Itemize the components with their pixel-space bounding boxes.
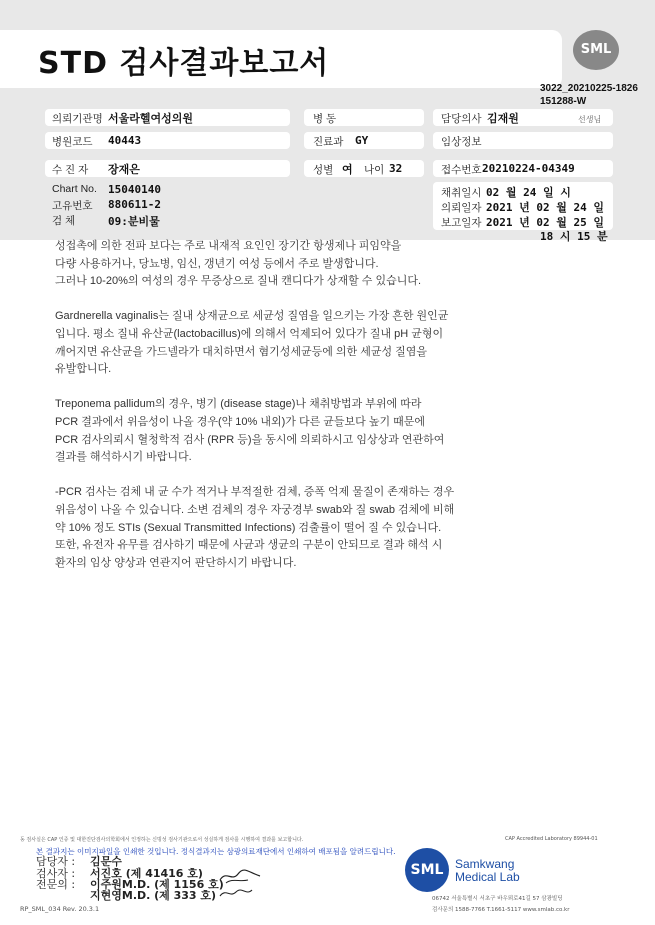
signer-name: 김문수 bbox=[90, 855, 122, 868]
signer-row bbox=[90, 887, 216, 903]
patient-value: 장재은 bbox=[108, 163, 140, 176]
age-value: 32 bbox=[389, 162, 403, 175]
signer-name: 이주원M.D. (제 1156 호) bbox=[90, 878, 224, 891]
footer-print-notice: 본 결과지는 이미지파일을 인쇄한 것입니다. 정식결과지는 삼광의료재단에서 인쇄하여 배포됨을 알려드립니다. bbox=[36, 847, 396, 856]
id-label: 고유번호 bbox=[52, 200, 93, 212]
chart-value: 15040140 bbox=[108, 183, 161, 196]
lab-name bbox=[455, 858, 520, 884]
lab-address-line2: 검사문의 1588-7766 T.1661-5117 www.smlab.co.kr bbox=[432, 907, 570, 913]
form-number: RP_SML_034 Rev. 20.3.1 bbox=[20, 905, 100, 913]
lab-address-line1: 06742 서울특별시 서초구 바우뫼로41길 57 삼광빌딩 bbox=[432, 896, 563, 902]
clinical-label: 임상정보 bbox=[441, 136, 482, 148]
report-body bbox=[55, 238, 505, 590]
lab-name-line1: Samkwang bbox=[455, 857, 515, 871]
hospital-code-value: 40443 bbox=[108, 134, 142, 147]
collect-label: 채취일시 bbox=[441, 187, 482, 199]
collect-value: 02 월 24 일 시 bbox=[486, 186, 571, 199]
sml-logo-badge: SML bbox=[573, 30, 619, 70]
age-label: 나이 bbox=[364, 164, 385, 176]
signer-role: 담당자 : bbox=[36, 855, 76, 868]
document-number-line2: 151288-W bbox=[540, 96, 587, 107]
lab-address bbox=[432, 894, 570, 916]
specimen-value: 09:분비물 bbox=[108, 215, 160, 228]
document-number-line1: 3022_20210225-1826 bbox=[540, 83, 638, 94]
specimen-label: 검 체 bbox=[52, 215, 76, 227]
report-title: STD 검사결과보고서 bbox=[38, 46, 330, 81]
body-paragraph: 성접촉에 의한 전파 보다는 주로 내재적 요인인 장기간 항생제나 피임약을 다량 사용하거나, 당뇨병, 임신, 갱년기 여성 등에서 주로 발생합니다. 그러나 10-20%의 여성의 경우 무증상으로 질내 캔디다가 상재할 수 있습니다. bbox=[55, 240, 422, 288]
doctor-value: 김재원 bbox=[487, 112, 519, 125]
sex-label: 성별 bbox=[313, 164, 334, 176]
lab-logo: SML bbox=[405, 848, 449, 892]
report-label: 보고일자 bbox=[441, 217, 482, 229]
dept-value: GY bbox=[355, 134, 369, 147]
doctor-suffix: 선생님 bbox=[578, 115, 602, 124]
signer-name: 서진호 (제 41416 호) bbox=[90, 867, 203, 880]
footer-cap-note: CAP Accredited Laboratory 89944-01 bbox=[505, 836, 598, 842]
signature-image bbox=[218, 868, 262, 884]
report-time-value: 18 시 15 분 bbox=[540, 230, 608, 243]
receipt-value: 20210224-04349 bbox=[482, 162, 575, 175]
doctor-label: 담당의사 bbox=[441, 113, 482, 125]
ward-label: 병 동 bbox=[313, 113, 337, 125]
signer-role: 전문의 : bbox=[36, 878, 76, 891]
footer-certification-note: 동 검사실은 CAP 인증 및 대한진단검사의학회에서 인정하는 신빙성 검사기관으로서 성실하게 검사를 시행하여 결과를 보고합니다. bbox=[20, 837, 304, 843]
hospital-value: 서울라헬여성의원 bbox=[108, 112, 194, 125]
signature-image bbox=[218, 886, 254, 900]
id-value: 880611-2 bbox=[108, 198, 161, 211]
report-value: 2021 년 02 월 25 일 bbox=[486, 216, 604, 229]
signer-row bbox=[36, 876, 224, 892]
body-paragraph: Treponema pallidum의 경우, 병기 (disease stage)나 채취방법과 부위에 따라 PCR 결과에서 위음성이 나올 경우(약 10% 내외)가 다른 균들보다 높기 때문에 PCR 검사의뢰시 혈청학적 검사 (RPR 등)을 동시에 의뢰하시고 임상상과 연관하여 결과를 해석하시기 바랍니다. bbox=[55, 398, 445, 464]
document-number bbox=[540, 82, 638, 108]
hospital-label: 의뢰기관명 bbox=[52, 113, 103, 125]
hospital-code-label: 병원코드 bbox=[52, 136, 93, 148]
request-label: 의뢰일자 bbox=[441, 202, 482, 214]
body-paragraph: Gardnerella vaginalis는 질내 상재균으로 세균성 질염을 일으키는 가장 흔한 원인균 입니다. 평소 질내 유산균(lactobacillus)에 의해서 억제되어 있다가 질내 pH 균형이 깨어지면 유산균을 가드넬라가 대치하면서 혐기성세균등에 의한 세균성 질염을 유발합니다. bbox=[55, 310, 449, 376]
receipt-label: 접수번호 bbox=[441, 164, 482, 176]
sex-value: 여 bbox=[342, 163, 353, 176]
body-paragraph: -PCR 검사는 검체 내 균 수가 적거나 부적절한 검체, 증폭 억제 물질이 존재하는 경우 위음성이 나올 수 있습니다. 소변 검체의 경우 자궁경부 swab와 질 swab 검체에 비해 약 10% 정도 STIs (Sexual Transmitted Infections) 검출률이 떨어 질 수 있습니다. 또한, 유전자 유무를 검사하기 때문에 사균과 생균의 구분이 안되므로 결과 해석 시 환자의 임상 양상과 연관지어 판단하시기 바랍니다. bbox=[55, 486, 455, 569]
dept-label: 진료과 bbox=[313, 136, 344, 148]
request-value: 2021 년 02 월 24 일 bbox=[486, 201, 604, 214]
patient-label: 수 진 자 bbox=[52, 164, 89, 176]
signer-name: 지현영M.D. (제 333 호) bbox=[90, 889, 217, 902]
chart-label: Chart No. bbox=[52, 183, 97, 195]
lab-name-line2: Medical Lab bbox=[455, 870, 520, 884]
signer-role: 검사자 : bbox=[36, 867, 76, 880]
